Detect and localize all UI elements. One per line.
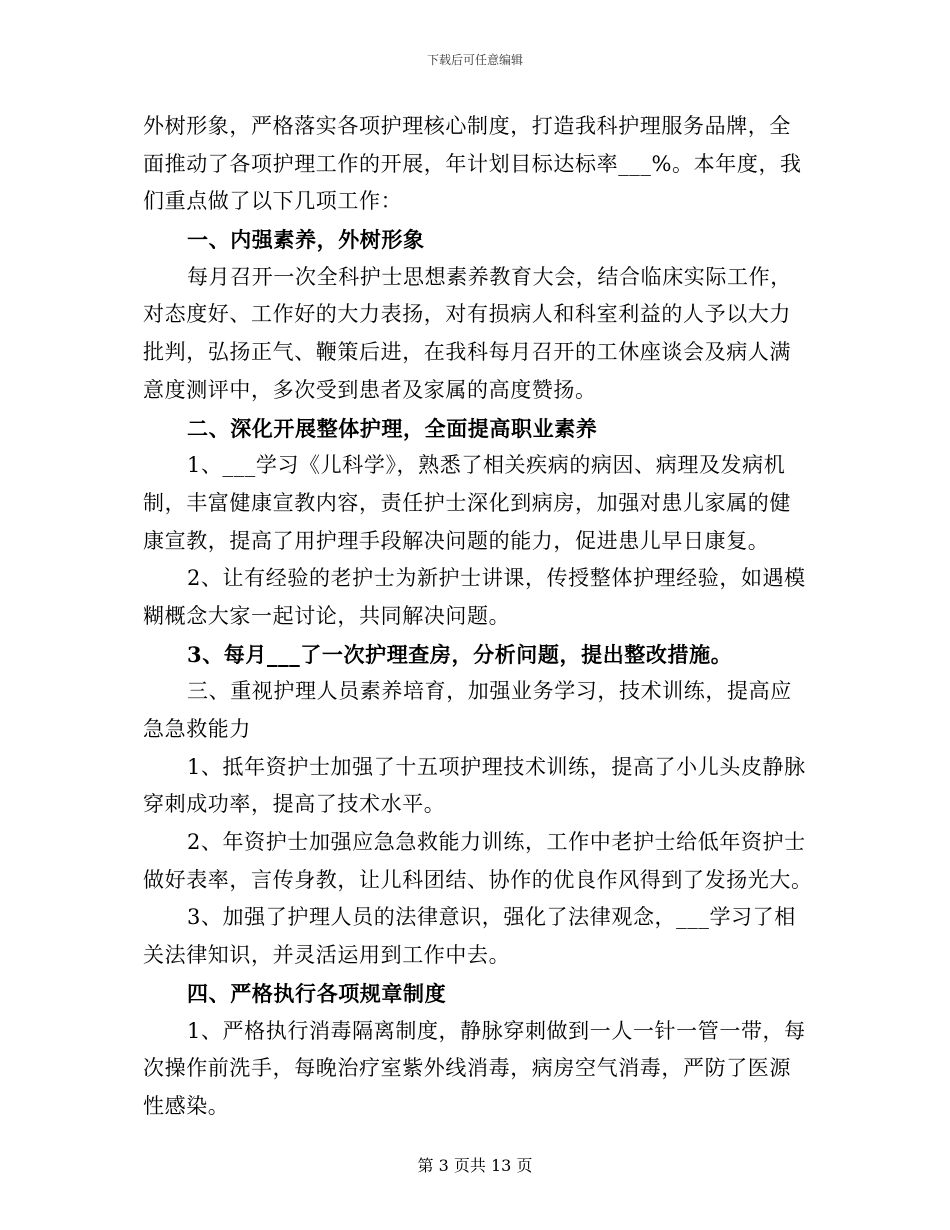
section-heading-4: 四、严格执行各项规章制度 — [187, 980, 447, 1006]
bold-list-item: 3、每月___了一次护理查房，分析问题，提出整改措施。 — [187, 641, 733, 667]
list-item-line: 2、年资护士加强应急急救能力训练，工作中老护士给低年资护士 — [187, 830, 806, 855]
section-heading-2: 二、深化开展整体护理，全面提高职业素养 — [187, 415, 598, 441]
paragraph-line: 做好表率，言传身教，让儿科团结、协作的优良作风得到了发扬光大。 — [143, 867, 813, 892]
paragraph-line: 康宣教，提高了用护理手段解决问题的能力，促进患儿早日康复。 — [143, 528, 770, 553]
paragraph-line: 批判，弘扬正气、鞭策后进，在我科每月召开的工休座谈会及病人满 — [143, 340, 791, 365]
page-number: 第 3 页共 13 页 — [417, 1156, 533, 1175]
page-header: 下载后可任意编辑 — [426, 53, 523, 67]
paragraph-line: 每月召开一次全科护士思想素养教育大会，结合临床实际工作， — [187, 264, 792, 289]
paragraph-line: 关法律知识，并灵活运用到工作中去。 — [143, 943, 511, 968]
paragraph-line: 们重点做了以下几项工作： — [143, 189, 403, 214]
paragraph-line: 性感染。 — [143, 1093, 230, 1118]
paragraph-line: 外树形象，严格落实各项护理核心制度，打造我科护理服务品牌，全 — [143, 114, 791, 138]
section-heading-3: 三、重视护理人员素养培育，加强业务学习，技术训练，提高应 — [187, 679, 792, 704]
paragraph-line: 对态度好、工作好的大力表扬，对有损病人和科室利益的人予以大力 — [143, 302, 791, 327]
list-item-line: 3、加强了护理人员的法律意识，强化了法律观念，___学习了相 — [187, 905, 796, 930]
paragraph-line: 次操作前洗手，每晚治疗室紫外线消毒，病房空气消毒，严防了医源 — [143, 1056, 791, 1081]
paragraph-line: 意度测评中，多次受到患者及家属的高度赞扬。 — [143, 377, 597, 402]
paragraph-line: 制，丰富健康宣教内容，责任护士深化到病房，加强对患儿家属的健 — [143, 490, 791, 515]
list-item-line: 1、抵年资护士加强了十五项护理技术训练，提高了小儿头皮静脉 — [187, 754, 806, 779]
list-item-line: 1、___学习《儿科学》，熟悉了相关疾病的病因、病理及发病机 — [187, 453, 786, 478]
list-item-line: 1、严格执行消毒隔离制度，静脉穿刺做到一人一针一管一带，每 — [187, 1018, 806, 1043]
section-heading-1: 一、内强素养，外树形象 — [187, 227, 425, 253]
paragraph-line: 急急救能力 — [143, 717, 251, 741]
list-item-line: 2、让有经验的老护士为新护士讲课，传授整体护理经验，如遇模 — [187, 566, 806, 591]
paragraph-line: 面推动了各项护理工作的开展，年计划目标达标率___%。本年度，我 — [143, 151, 802, 176]
paragraph-line: 穿刺成功率，提高了技术水平。 — [143, 792, 446, 817]
paragraph-line: 糊概念大家一起讨论，共同解决问题。 — [143, 603, 511, 628]
document-body — [143, 108, 813, 1126]
